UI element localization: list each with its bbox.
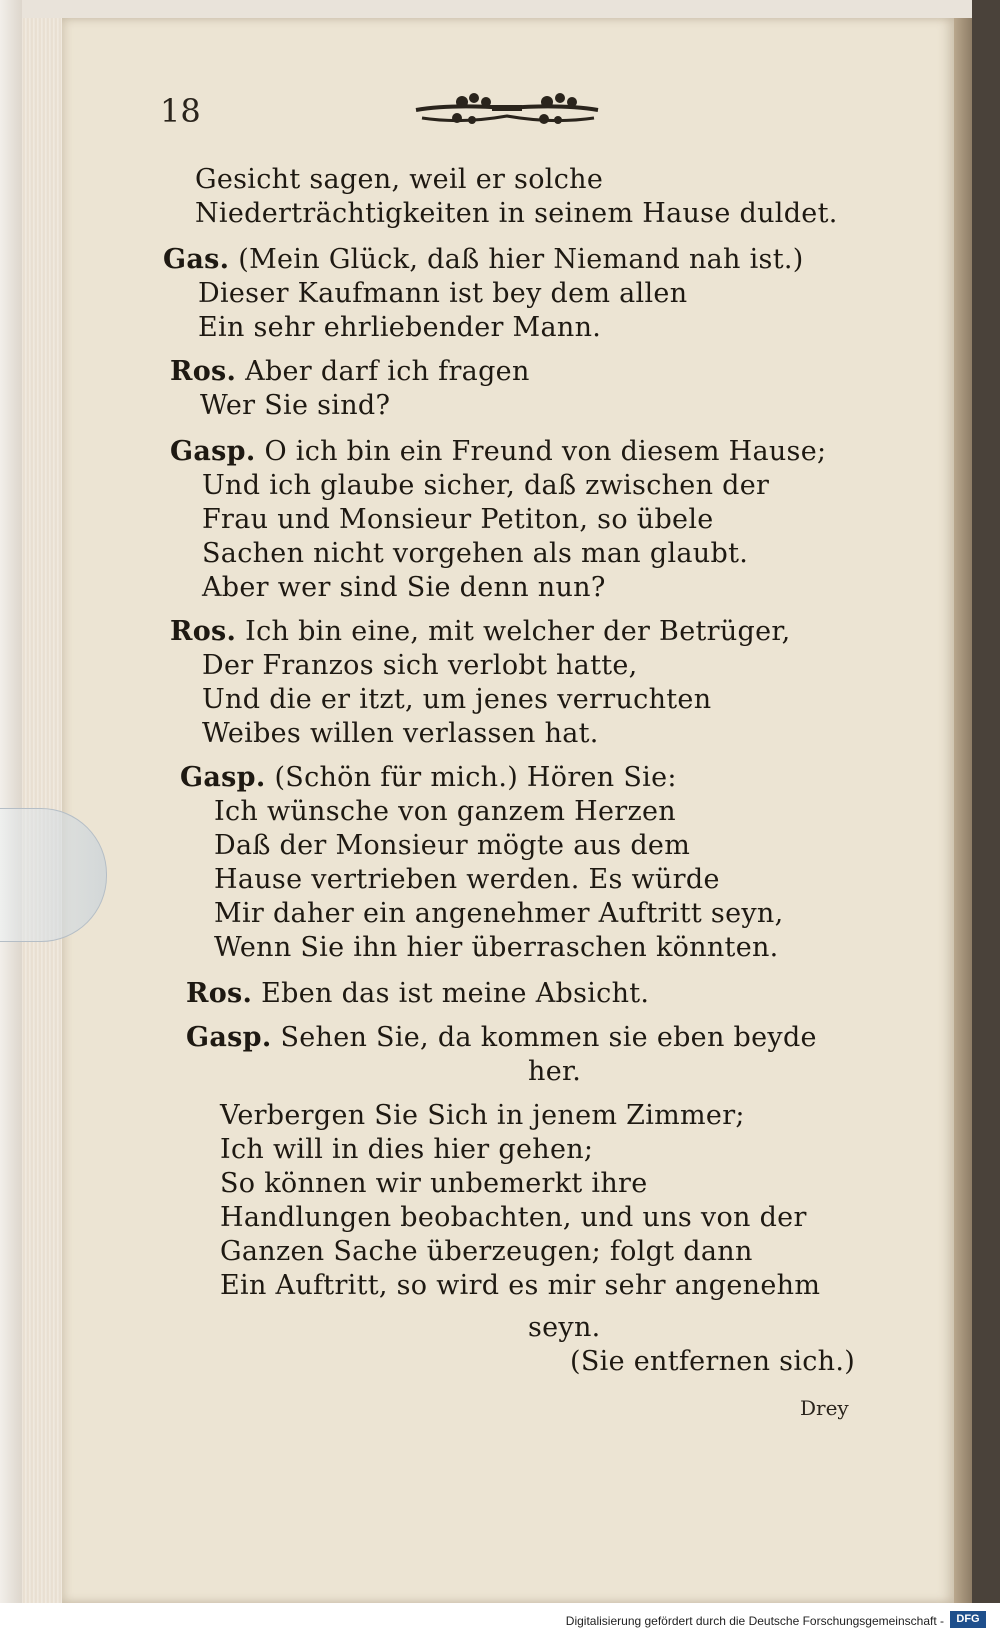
line-text: Frau und Monsieur Petiton, so übele: [202, 504, 714, 535]
line-text: Hause vertrieben werden. Es würde: [214, 864, 720, 895]
line-text: Weibes willen verlassen hat.: [202, 718, 599, 749]
text-line: [214, 830, 690, 861]
line-text: Mir daher ein angenehmer Auftritt seyn,: [214, 898, 784, 929]
catchword: Drey: [800, 1396, 849, 1420]
line-text: Ein Auftritt, so wird es mir sehr angenehm: [220, 1270, 821, 1301]
speaker-name: Ros.: [170, 616, 237, 647]
text-line: [202, 684, 711, 715]
line-text: Gesicht sagen, weil er solche: [195, 164, 604, 195]
text-line: [198, 278, 687, 309]
digitization-credit: Digitalisierung gefördert durch die Deutsche Forschungsgemeinschaft -: [565, 1614, 944, 1628]
line-text: Ich bin eine, mit welcher der Betrüger,: [245, 616, 791, 647]
text-line: [195, 164, 603, 195]
line-text: Ich wünsche von ganzem Herzen: [214, 796, 676, 827]
text-line: [195, 198, 838, 229]
line-text: Handlungen beobachten, und uns von der: [220, 1202, 807, 1233]
line-text: O ich bin ein Freund von diesem Hause;: [264, 436, 827, 467]
text-line: [170, 436, 826, 467]
text-line: [202, 572, 606, 603]
line-text: Und ich glaube sicher, daß zwischen der: [202, 470, 770, 501]
line-text: Verbergen Sie Sich in jenem Zimmer;: [220, 1100, 745, 1131]
text-line: [186, 1022, 817, 1053]
speaker-name: Gasp.: [180, 762, 266, 793]
line-text: Niederträchtigkeiten in seinem Hause duldet.: [195, 198, 838, 229]
text-line: [170, 356, 530, 387]
line-text: So können wir unbemerkt ihre: [220, 1168, 648, 1199]
line-text: Sehen Sie, da kommen sie eben beyde: [280, 1022, 817, 1053]
line-text: Wenn Sie ihn hier überraschen könnten.: [214, 932, 779, 963]
line-text: Aber darf ich fragen: [245, 356, 530, 387]
text-line: [170, 616, 791, 647]
text-line: [202, 718, 599, 749]
text-line: [220, 1202, 807, 1233]
line-text: (Schön für mich.) Hören Sie:: [274, 762, 677, 793]
text-line: [214, 864, 720, 895]
speaker-name: Gasp.: [186, 1022, 272, 1053]
line-text: Aber wer sind Sie denn nun?: [202, 572, 606, 603]
line-text: Ganzen Sache überzeugen; folgt dann: [220, 1236, 753, 1267]
line-text: Sachen nicht vorgehen als man glaubt.: [202, 538, 749, 569]
text-line: [202, 538, 748, 569]
text-line: [180, 762, 677, 793]
speaker-name: Ros.: [186, 978, 253, 1009]
next-page-edge: [972, 0, 1000, 1646]
line-text: (Sie entfernen sich.): [570, 1346, 856, 1377]
page-number: 18: [160, 92, 201, 130]
line-text: Wer Sie sind?: [200, 390, 391, 421]
dfg-logo: DFG: [950, 1611, 986, 1628]
text-line: [220, 1100, 745, 1131]
line-text: Ein sehr ehrliebender Mann.: [198, 312, 602, 343]
floral-ornament-icon: [412, 88, 602, 130]
page-gutter: [954, 18, 972, 1603]
text-line: [570, 1346, 855, 1377]
text-line: [528, 1312, 601, 1343]
line-text: Dieser Kaufmann ist bey dem allen: [198, 278, 688, 309]
line-text: Der Franzos sich verlobt hatte,: [202, 650, 638, 681]
text-line: [186, 978, 649, 1009]
text-line: [214, 796, 676, 827]
line-text: her.: [528, 1056, 582, 1087]
text-line: [163, 244, 804, 275]
text-line: [200, 390, 390, 421]
line-text: Daß der Monsieur mögte aus dem: [214, 830, 691, 861]
speaker-name: Ros.: [170, 356, 237, 387]
text-line: [214, 898, 783, 929]
line-text: Und die er itzt, um jenes verruchten: [202, 684, 712, 715]
text-line: [202, 470, 769, 501]
text-line: [220, 1270, 820, 1301]
line-text: Ich will in dies hier gehen;: [220, 1134, 594, 1165]
text-line: [214, 932, 779, 963]
text-line: [220, 1236, 753, 1267]
text-line: [220, 1168, 648, 1199]
speaker-name: Gasp.: [170, 436, 256, 467]
text-line: [202, 650, 638, 681]
text-line: [528, 1056, 581, 1087]
speaker-name: Gas.: [163, 244, 230, 275]
line-text: Eben das ist meine Absicht.: [261, 978, 650, 1009]
line-text: (Mein Glück, daß hier Niemand nah ist.): [238, 244, 804, 275]
text-line: [220, 1134, 593, 1165]
text-line: [202, 504, 714, 535]
line-text: seyn.: [528, 1312, 601, 1343]
text-line: [198, 312, 601, 343]
